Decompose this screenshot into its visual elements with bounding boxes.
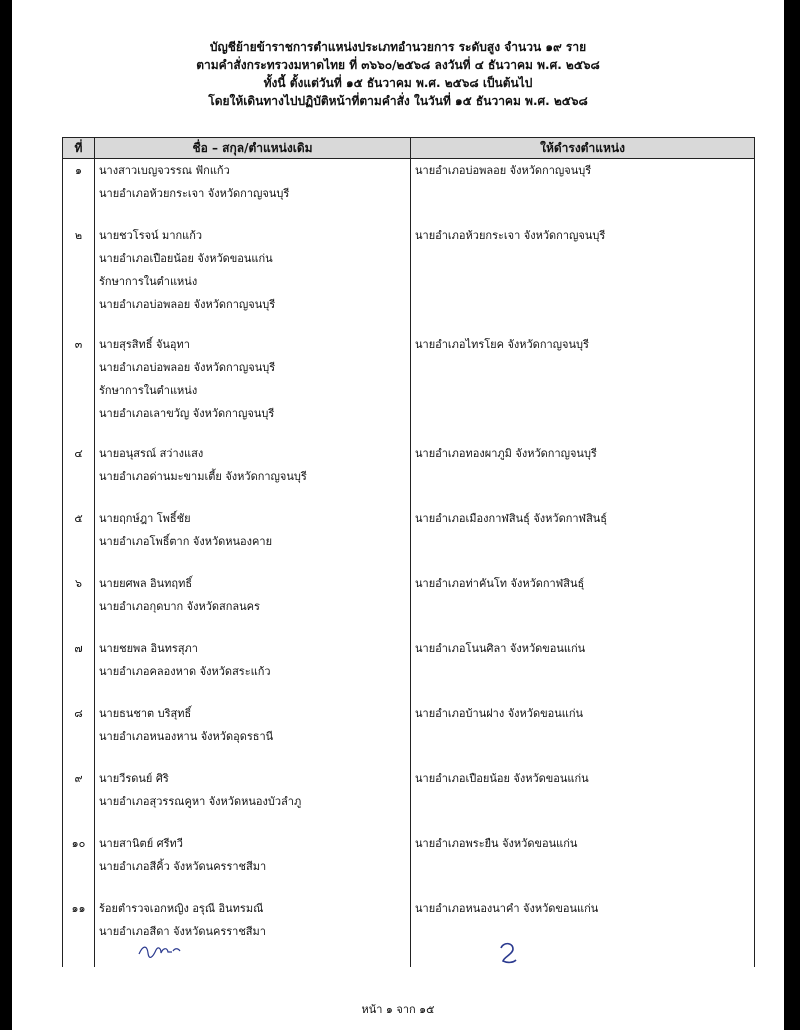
row-name-cell <box>99 224 409 316</box>
person-name: ร้อยตำรวจเอกหญิง อรุณี อินทรมณี <box>99 902 264 915</box>
row-name-cell <box>99 442 409 488</box>
table-row <box>63 224 754 333</box>
former-position: นายอำเภอโพธิ์ตาก จังหวัดหนองคาย <box>99 535 273 548</box>
row-number: ๗ <box>74 642 83 655</box>
table-row <box>63 832 754 897</box>
former-position: นายอำเภอหนองหาน จังหวัดอุดรธานี <box>99 730 274 743</box>
page-number: หน้า ๑ จาก ๑๕ <box>361 1003 435 1016</box>
person-name: นายวีรดนย์ ศิริ <box>99 772 169 785</box>
document-title <box>12 38 784 110</box>
table-header <box>63 138 754 159</box>
title-line-4: โดยให้เดินทางไปปฏิบัติหน้าที่ตามคำสั่ง ในวันที่ ๑๕ ธันวาคม พ.ศ. ๒๕๖๘ <box>208 94 588 108</box>
former-position: นายอำเภอห้วยกระเจา จังหวัดกาญจนบุรี <box>99 187 290 200</box>
row-name-cell <box>99 159 409 205</box>
table-row <box>63 572 754 637</box>
person-name: นายอนุสรณ์ สว่างแสง <box>99 447 204 460</box>
person-name: นายชวโรจน์ มากแก้ว <box>99 229 203 242</box>
row-number: ๑ <box>75 164 82 177</box>
initials-signature-right <box>495 940 521 966</box>
title-line-3: ทั้งนี้ ตั้งแต่วันที่ ๑๕ ธันวาคม พ.ศ. ๒๕๖๘ เป็นต้นไป <box>263 76 533 90</box>
new-position: นายอำเภอบ้านฝาง จังหวัดขอนแก่น <box>415 707 584 720</box>
row-name-cell <box>99 637 409 683</box>
person-name: นายสุรสิทธิ์ จันอุทา <box>99 338 190 351</box>
table-row <box>63 637 754 702</box>
row-name-cell <box>99 767 409 813</box>
acting-position: นายอำเภอเลาขวัญ จังหวัดกาญจนบุรี <box>99 407 275 420</box>
new-position: นายอำเภอทองผาภูมิ จังหวัดกาญจนบุรี <box>415 447 597 460</box>
new-position: นายอำเภอพระยืน จังหวัดขอนแก่น <box>415 837 578 850</box>
table-body <box>63 159 754 962</box>
row-number: ๖ <box>75 577 82 590</box>
row-number: ๒ <box>74 229 83 242</box>
document-page <box>12 0 784 1030</box>
former-position: นายอำเภอคลองหาด จังหวัดสระแก้ว <box>99 665 271 678</box>
acting-position: นายอำเภอบ่อพลอย จังหวัดกาญจนบุรี <box>99 298 276 311</box>
new-position: นายอำเภอเปือยน้อย จังหวัดขอนแก่น <box>415 772 589 785</box>
new-position: นายอำเภอไทรโยค จังหวัดกาญจนบุรี <box>415 338 589 351</box>
table-row <box>63 159 754 224</box>
former-position: นายอำเภอด่านมะขามเตี้ย จังหวัดกาญจนบุรี <box>99 470 307 483</box>
person-name: นางสาวเบญจวรรณ ฟักแก้ว <box>99 164 230 177</box>
table-row <box>63 507 754 572</box>
person-name: นายยศพล อินทฤทธิ์ <box>99 577 193 590</box>
title-line-1: บัญชีย้ายข้าราชการตำแหน่งประเภทอำนวยการ ระดับสูง จำนวน ๑๙ ราย <box>209 40 587 54</box>
person-name: นายฤกษ์ฎา โพธิ์ชัย <box>99 512 191 525</box>
table-row <box>63 442 754 507</box>
acting-note: รักษาการในตำแหน่ง <box>99 384 198 397</box>
row-name-cell <box>99 572 409 618</box>
title-line-2: ตามคำสั่งกระทรวงมหาดไทย ที่ ๓๖๖๐/๒๕๖๘ ลงวันที่ ๔ ธันวาคม พ.ศ. ๒๕๖๘ <box>196 58 600 72</box>
former-position: นายอำเภอบ่อพลอย จังหวัดกาญจนบุรี <box>99 361 276 374</box>
row-name-cell <box>99 702 409 748</box>
former-position: นายอำเภอกุดบาก จังหวัดสกลนคร <box>99 600 260 613</box>
new-position: นายอำเภอท่าคันโท จังหวัดกาฬสินธุ์ <box>415 577 585 590</box>
person-name: นายธนชาต บริสุทธิ์ <box>99 707 192 720</box>
row-number: ๔ <box>74 447 83 460</box>
row-name-cell <box>99 507 409 553</box>
row-number: ๑๐ <box>71 837 86 850</box>
column-header-name: ชื่อ – สกุล/ตำแหน่งเดิม <box>192 141 313 155</box>
former-position: นายอำเภอสุวรรณคูหา จังหวัดหนองบัวลำภู <box>99 795 302 808</box>
new-position: นายอำเภอห้วยกระเจา จังหวัดกาญจนบุรี <box>415 229 606 242</box>
table-row <box>63 702 754 767</box>
row-name-cell <box>99 333 409 425</box>
former-position: นายอำเภอเปือยน้อย จังหวัดขอนแก่น <box>99 252 273 265</box>
person-name: นายสานิตย์ ศรีทวี <box>99 837 183 850</box>
new-position: นายอำเภอเมืองกาฬสินธุ์ จังหวัดกาฬสินธุ์ <box>415 512 608 525</box>
column-header-number: ที่ <box>74 141 83 155</box>
column-header-new-position: ให้ดำรงตำแหน่ง <box>540 141 625 155</box>
new-position: นายอำเภอโนนศิลา จังหวัดขอนแก่น <box>415 642 586 655</box>
acting-note: รักษาการในตำแหน่ง <box>99 275 198 288</box>
row-number: ๙ <box>74 772 83 785</box>
initials-signature-left <box>137 942 183 960</box>
new-position: นายอำเภอบ่อพลอย จังหวัดกาญจนบุรี <box>415 164 592 177</box>
table-row <box>63 333 754 442</box>
row-name-cell <box>99 897 409 943</box>
table-row <box>63 767 754 832</box>
row-number: ๓ <box>74 338 83 351</box>
row-number: ๑๑ <box>71 902 86 915</box>
person-name: นายชยพล อินทรสุภา <box>99 642 198 655</box>
row-number: ๕ <box>74 512 83 525</box>
row-number: ๘ <box>74 707 83 720</box>
transfer-table <box>62 137 755 967</box>
former-position: นายอำเภอสีดา จังหวัดนครราชสีมา <box>99 925 266 938</box>
row-name-cell <box>99 832 409 878</box>
new-position: นายอำเภอหนองนาคำ จังหวัดขอนแก่น <box>415 902 599 915</box>
former-position: นายอำเภอสีคิ้ว จังหวัดนครราชสีมา <box>99 860 267 873</box>
